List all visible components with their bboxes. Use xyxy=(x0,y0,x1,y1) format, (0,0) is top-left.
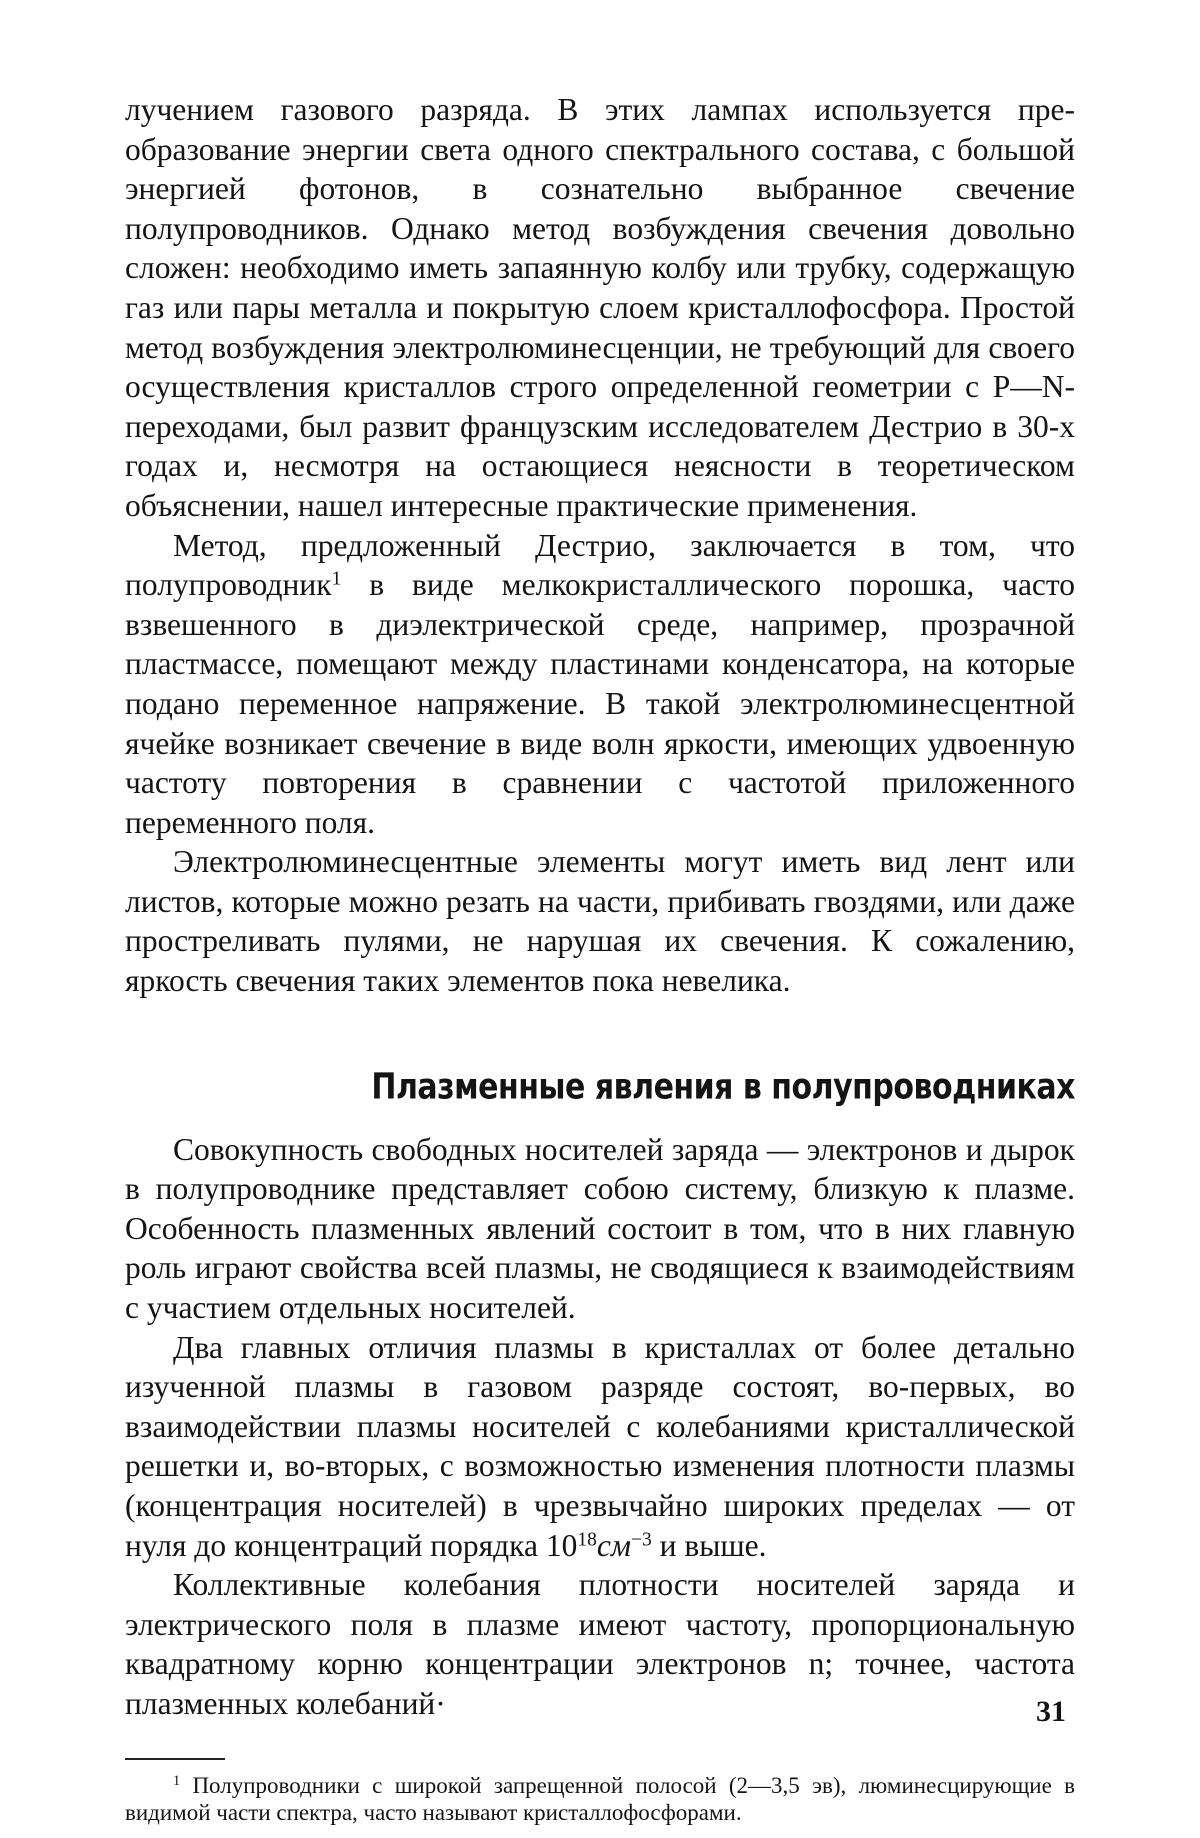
paragraph-5 xyxy=(125,1328,1075,1566)
paragraph-3: Электролюминесцентные элементы могут иметь вид лент или листов, которые можно резать на части, прибивать гвоздями, или даже простреливать пулями, не нарушая их свечения. К сожалению, яркость свечения таких элементов пока невелика. xyxy=(125,844,1075,999)
power-exponent: 18 xyxy=(577,1528,597,1550)
footnote-number: 1 xyxy=(173,1772,181,1789)
unit-cm: см xyxy=(596,1527,631,1563)
paragraph-2-rest: в виде мелкокристаллического порошка, часто взвешенного в диэлектрической среде, например, прозрачной пластмассе, помещают между пластинами конденсатора, на которые подано переменное напряжение. В такой электролюминесцентной ячейке возникает свечение в виде волн яркости, имеющих удвоенную частоту повторения в сравнении с частотой приложенного переменного поля. xyxy=(125,567,1076,840)
footnote xyxy=(125,1772,1075,1826)
paragraph-4: Совокупность свободных носителей заряда — электронов и дырок в полупроводнике представляет собою систему, близкую к плазме. Особенность плазменных явлений состоит в том, что в них главную роль играют свойства всей плазмы, не сводящиеся к взаимодействиям с участием отдельных носителей. xyxy=(125,1131,1075,1326)
page-number: 31 xyxy=(1036,1695,1066,1728)
paragraph-5-end: и выше. xyxy=(659,1527,767,1563)
book-page xyxy=(125,90,1075,1826)
footnote-divider xyxy=(125,1758,225,1760)
paragraph-2 xyxy=(125,526,1075,843)
paragraph-6: Коллективные колебания плотности носителей заряда и электрического поля в плазме имеют частоту, пропорциональную квадратному корню концентрации электронов n; точнее, частота плазменных колебаний· xyxy=(125,1567,1075,1721)
paragraph-2-start: Метод, предложенный Дестрио, заключается в том, что полупроводник xyxy=(125,527,1075,603)
footnote-marker: 1 xyxy=(331,568,342,590)
power-base: 10 xyxy=(545,1527,578,1563)
paragraph-1: лучением газового разряда. В этих лампах используется преобразование энергии света одного спектрального состава, с большой энергией фотонов, в сознательно выбранное свечение полупроводников. Однако метод возбуждения свечения довольно сложен: необходимо иметь запаянную колбу или трубку, содержащую газ или пары металла и покрытую слоем кристаллофосфора. Простой метод возбуждения электролюминесценции, не требующий для своего осуществления кристаллов строго определенной геометрии с P—N-переходами, был развит французским исследователем Дестрио в 30-х годах и, несмотря на остающиеся неясности в теоретическом объяснении, нашел интересные практические применения. xyxy=(125,92,1075,523)
unit-exponent: −3 xyxy=(630,1528,652,1550)
paragraph-5-text: Два главных отличия плазмы в кристаллах от более детально изученной плазмы в газовом разряде состоят, во-первых, во взаимодействии плазмы носителей с колебаниями кристаллической решетки и, во-вторых, с возможностью изменения плотности плазмы (концентрация носителей) в чрезвычайно широких пределах — от нуля до концентраций порядка xyxy=(125,1329,1075,1563)
footnote-text: Полупроводники с широкой запрещенной полосой (2—3,5 эв), люминесцирующие в видимой части спектра, часто называют кристаллофосфорами. xyxy=(125,1772,1075,1825)
section-heading: Плазменные явления в полупроводниках xyxy=(371,1066,1075,1108)
